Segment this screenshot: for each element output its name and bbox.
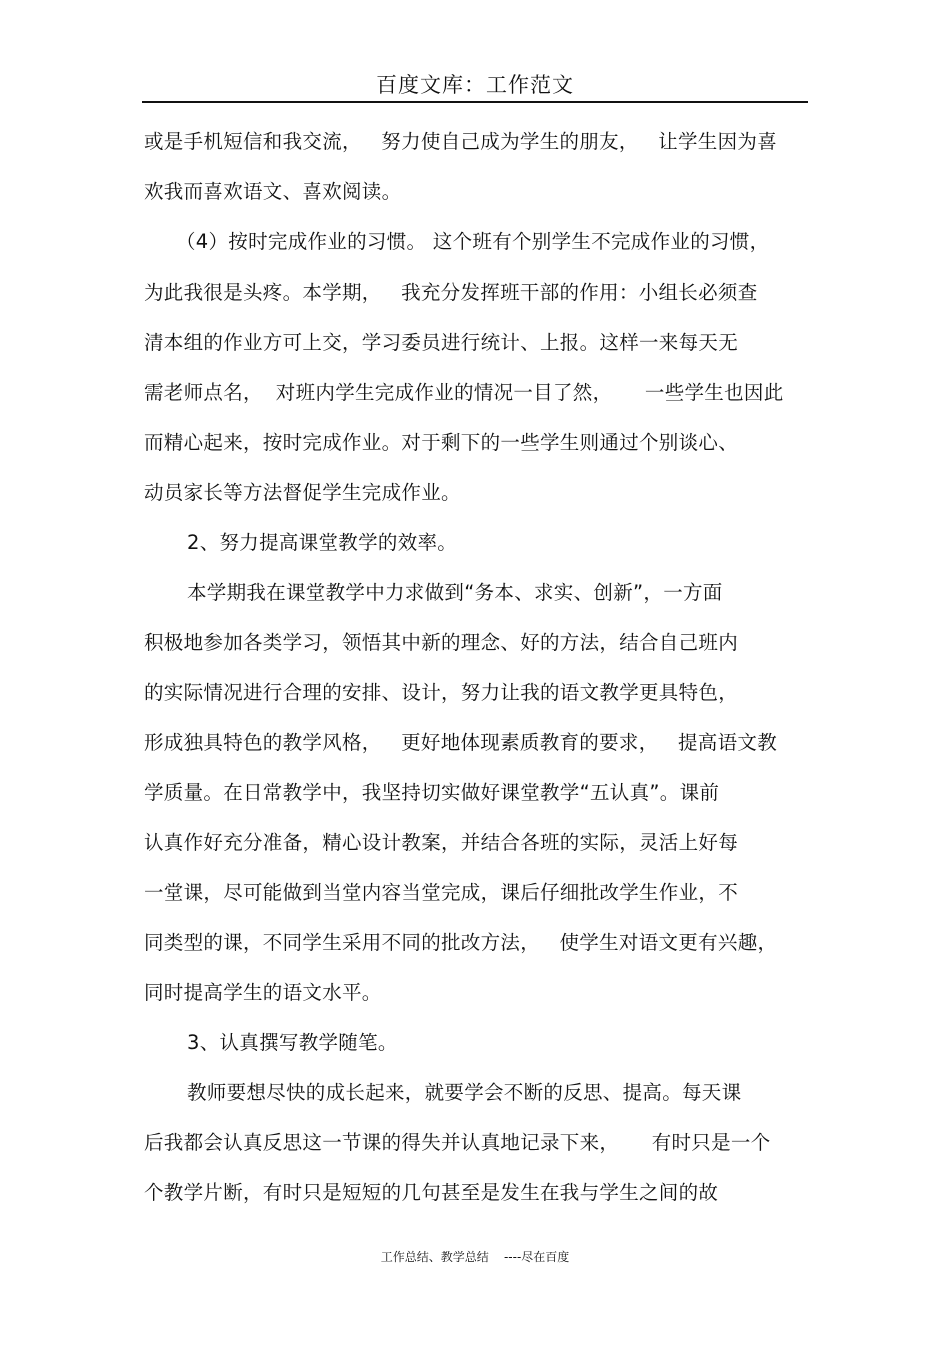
section-heading-3: 3、认真撰写教学随笔。 — [187, 1031, 398, 1054]
body-line-17: 同类型的课，不同学生采用不同的批改方法， 使学生对语文更有兴趣， — [144, 931, 778, 954]
body-line-3: （4）按时完成作业的习惯。 这个班有个别学生不完成作业的习惯， — [176, 230, 770, 253]
body-line-6: 需老师点名， 对班内学生完成作业的情况一目了然， 一些学生也因此 — [144, 381, 784, 404]
body-line-16: 一堂课，尽可能做到当堂内容当堂完成，课后仔细批改学生作业，不 — [144, 881, 739, 904]
page-footer: 工作总结、教学总结 ----尽在百度 — [380, 1250, 570, 1264]
body-line-11: 积极地参加各类学习，领悟其中新的理念、好的方法，结合自己班内 — [144, 631, 739, 654]
body-line-22: 个教学片断，有时只是短短的几句甚至是发生在我与学生之间的故 — [144, 1181, 719, 1204]
body-line-1: 或是手机短信和我交流， 努力使自己成为学生的朋友， 让学生因为喜 — [144, 130, 777, 153]
body-line-4: 为此我很是头疼。本学期， 我充分发挥班干部的作用：小组长必须查 — [144, 281, 758, 304]
body-line-2: 欢我而喜欢语文、喜欢阅读。 — [144, 180, 402, 203]
body-line-12: 的实际情况进行合理的安排、设计，努力让我的语文教学更具特色， — [144, 681, 739, 704]
body-line-18: 同时提高学生的语文水平。 — [144, 981, 382, 1004]
body-line-10: 本学期我在课堂教学中力求做到“务本、求实、创新”，一方面 — [187, 581, 723, 604]
section-heading-2: 2、努力提高课堂教学的效率。 — [187, 531, 458, 554]
body-line-14: 学质量。在日常教学中，我坚持切实做好课堂教学“五认真”。课前 — [144, 781, 720, 804]
body-line-21: 后我都会认真反思这一节课的得失并认真地记录下来， 有时只是一个 — [144, 1131, 771, 1154]
body-line-8: 动员家长等方法督促学生完成作业。 — [144, 481, 461, 504]
body-line-7: 而精心起来，按时完成作业。对于剩下的一些学生则通过个别谈心、 — [144, 431, 739, 454]
page-header-title: 百度文库：工作范文 — [376, 73, 574, 97]
header-rule — [142, 101, 808, 103]
body-line-5: 清本组的作业方可上交，学习委员进行统计、上报。这样一来每天无 — [144, 331, 739, 354]
body-line-13: 形成独具特色的教学风格， 更好地体现素质教育的要求， 提高语文教 — [144, 731, 777, 754]
body-line-20: 教师要想尽快的成长起来，就要学会不断的反思、提高。每天课 — [187, 1081, 742, 1104]
body-line-15: 认真作好充分准备，精心设计教案，并结合各班的实际，灵活上好每 — [144, 831, 739, 854]
